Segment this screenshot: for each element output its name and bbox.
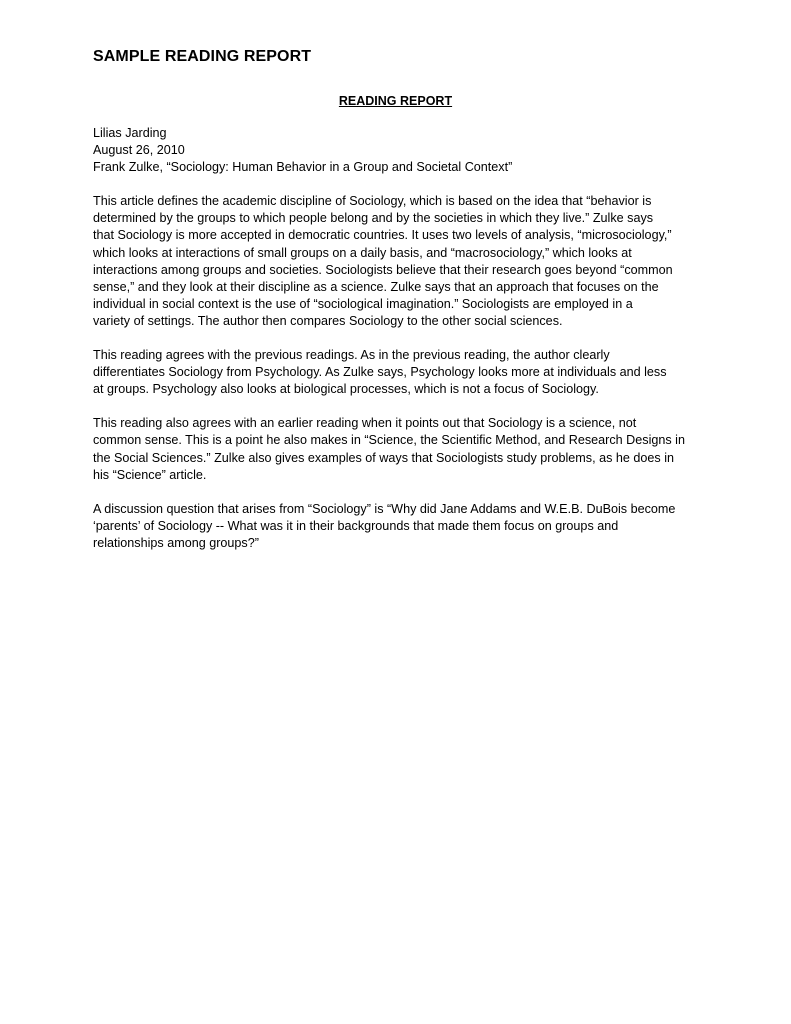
paragraph-line: ‘parents’ of Sociology -- What was it in their backgrounds that made them focus on groups and (93, 518, 619, 533)
paragraph-line: differentiates Sociology from Psychology. As Zulke says, Psychology looks more at individuals and less (93, 365, 667, 380)
paragraph-line: sense,” and they look at their discipline as a science. Zulke says that an approach that focuses on the (93, 279, 659, 294)
paragraph-line: relationships among groups?” (93, 535, 259, 550)
discussion-question-paragraph (93, 501, 703, 552)
paragraph-line: individual in social context is the use of “sociological imagination.” Sociologists are employed in a (93, 296, 633, 311)
paragraph-line: that Sociology is more accepted in democratic countries. It uses two levels of analysis, “microsociology,” (93, 228, 672, 243)
paragraph-line: common sense. This is a point he also makes in “Science, the Scientific Method, and Research Designs in (93, 433, 685, 448)
paragraph-line: This article defines the academic discipline of Sociology, which is based on the idea that “behavior is (93, 194, 652, 209)
paragraph-line: which looks at interactions of small groups on a daily basis, and “macrosociology,” which looks at (93, 245, 632, 260)
paragraph-line: his “Science” article. (93, 467, 207, 482)
paragraph-line: determined by the groups to which people belong and by the societies in which they live.” Zulke says (93, 211, 654, 226)
paragraph-line: interactions among groups and societies. Sociologists believe that their research goes beyond “common (93, 262, 673, 277)
comparison-paragraph (93, 347, 703, 398)
paragraph-line: A discussion question that arises from “Sociology” is “Why did Jane Addams and W.E.B. DuBois become (93, 501, 676, 516)
paragraph-line: This reading agrees with the previous readings. As in the previous reading, the author clearly (93, 348, 610, 363)
paragraph-line: the Social Sciences.” Zulke also gives examples of ways that Sociologists study problems, as he does in (93, 450, 674, 465)
report-body (93, 125, 703, 552)
report-date: August 26, 2010 (93, 143, 185, 158)
paragraph-line: at groups. Psychology also looks at biological processes, which is not a focus of Sociology. (93, 382, 599, 397)
agreement-paragraph (93, 415, 703, 483)
report-heading: READING REPORT (338, 94, 453, 108)
paragraph-line: variety of settings. The author then compares Sociology to the other social sciences. (93, 313, 563, 328)
source-citation: Frank Zulke, “Sociology: Human Behavior in a Group and Societal Context” (93, 160, 513, 175)
paragraph-line: This reading also agrees with an earlier reading when it points out that Sociology is a science, not (93, 416, 637, 431)
summary-paragraph (93, 193, 703, 330)
author-name: Lilias Jarding (93, 126, 167, 140)
document-title: SAMPLE READING REPORT (93, 48, 312, 65)
